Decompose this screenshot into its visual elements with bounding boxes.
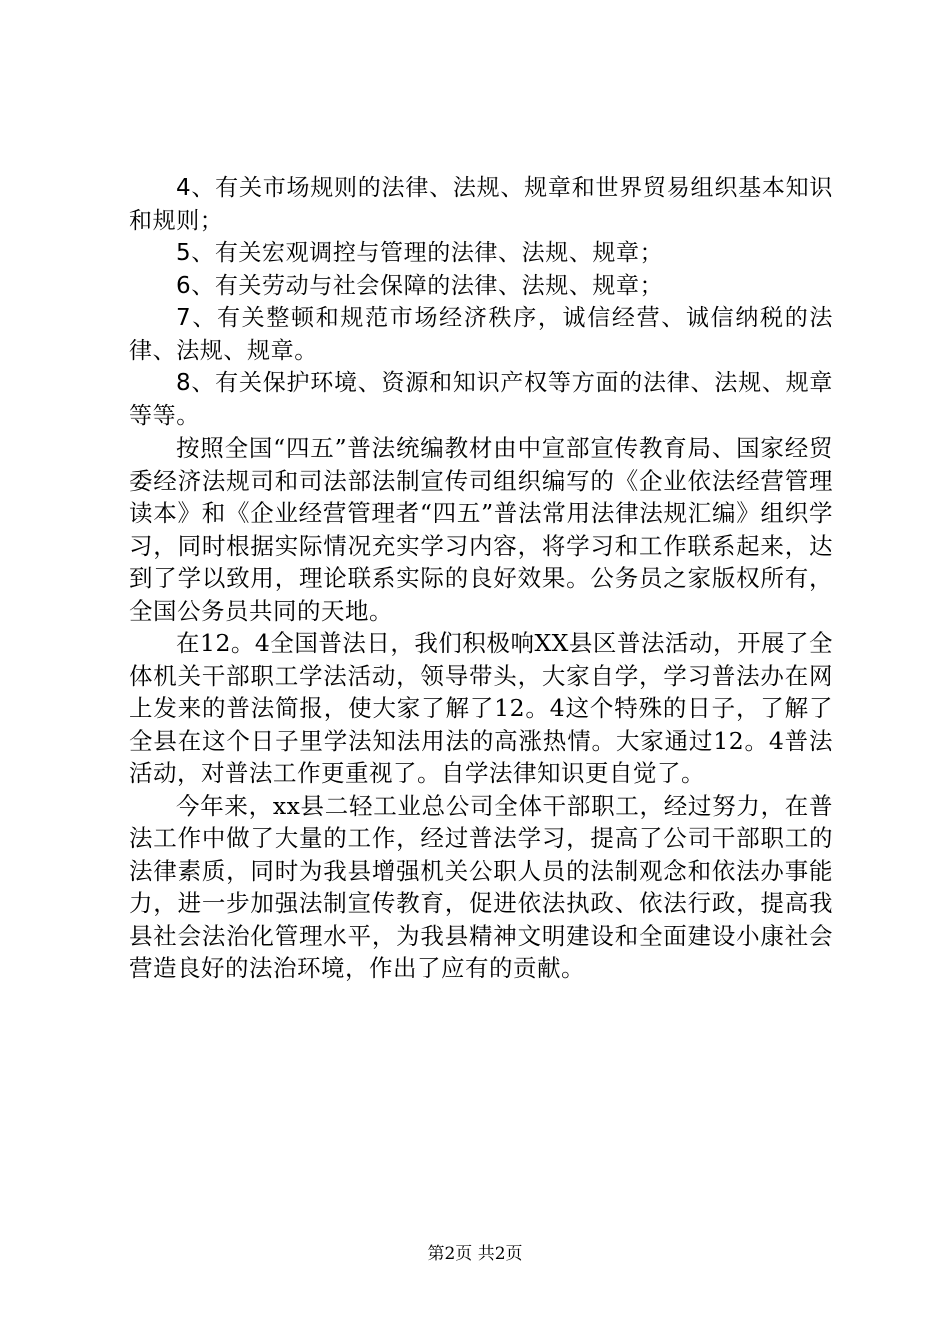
page-number: 第2页 共2页 [427,1244,523,1264]
paragraph-summary: 今年来，xx县二轻工业总公司全体干部职工，经过努力，在普法工作中做了大量的工作，经过普法学习，提高了公司干部职工的法律素质，同时为我县增强机关公职人员的法制观念和依法办事能力，进一步加强法制宣传教育，促进依法执政、依法行政，提高我县社会法治化管理水平，为我县精神文明建设和全面建设小康社会营造良好的法治环境，作出了应有的贡献。 [129,791,833,982]
paragraph-legal-day: 在12。4全国普法日，我们积极响XX县区普法活动，开展了全体机关干部职工学法活动，领导带头，大家自学，学习普法办在网上发来的普法简报，使大家了解了12。4这个特殊的日子，了解了全县在这个日子里学法知法用法的高涨热情。大家通过12。4普法活动，对普法工作更重视了。自学法律知识更自觉了。 [129,629,833,787]
list-item-8: 8、有关保护环境、资源和知识产权等方面的法律、法规、规章等等。 [129,370,833,429]
paragraph-study-materials: 按照全国“四五”普法统编教材由中宣部宣传教育局、国家经贸委经济法规司和司法部法制宣传司组织编写的《企业依法经营管理读本》和《企业经营管理者“四五”普法常用法律法规汇编》组织学习，同时根据实际情况充实学习内容，将学习和工作联系起来，达到了学以致用，理论联系实际的良好效果。公务员之家版权所有，全国公务员共同的天地。 [129,434,833,625]
document-body [129,172,833,985]
list-item-6: 6、有关劳动与社会保障的法律、法规、规章； [176,272,664,299]
list-item-5: 5、有关宏观调控与管理的法律、法规、规章； [176,240,664,266]
list-item-4: 4、有关市场规则的法律、法规、规章和世界贸易组织基本知识和规则； [129,175,833,234]
list-item-7: 7、有关整顿和规范市场经济秩序，诚信经营、诚信纳税的法律、法规、规章。 [129,305,833,364]
